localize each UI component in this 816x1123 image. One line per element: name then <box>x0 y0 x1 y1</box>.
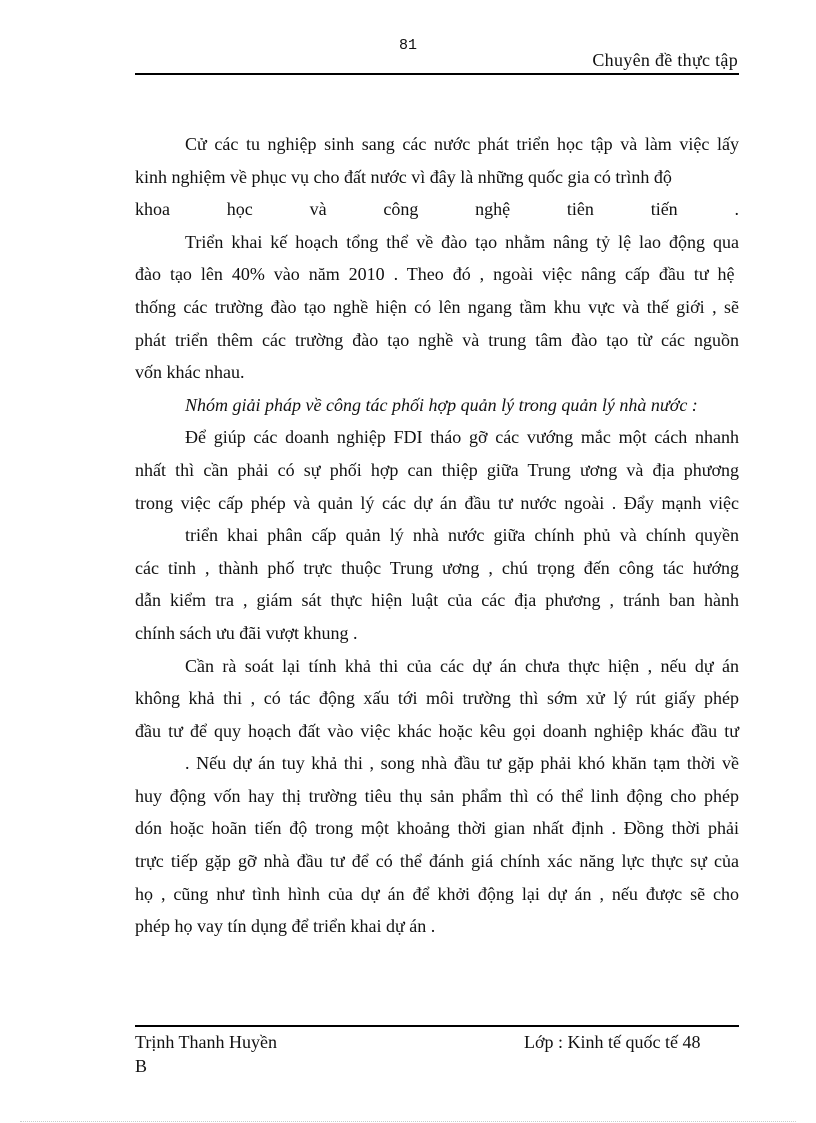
word: tiên <box>566 199 594 220</box>
text-line: nhất thì cần phải có sự phối hợp can thiệp giữa Trung ương và địa phương <box>135 459 739 480</box>
text-line: thống các trường đào tạo nghề hiện có lên ngang tầm khu vực và thế giới , sẽ <box>135 296 739 317</box>
author-name: Trịnh Thanh Huyền <box>135 1032 278 1052</box>
text-line: huy động vốn hay thị trường tiêu thụ sản phẩm thì có thể linh động cho phép <box>135 785 739 806</box>
document-body <box>135 128 739 943</box>
word: nghệ <box>475 199 511 220</box>
text-line: kinh nghiệm về phục vụ cho đất nước vì đây là những quốc gia có trình độ <box>135 166 672 187</box>
text-line: chính sách ưu đãi vượt khung . <box>135 622 358 643</box>
text-line: không khả thi , có tác động xấu tới môi trường thì sớm xử lý rút giấy phép <box>135 688 739 709</box>
text-line: Cần rà soát lại tính khả thi của các dự án chưa thực hiện , nếu dự án <box>185 655 739 676</box>
word: khoa <box>135 199 170 220</box>
text-line: triển khai phân cấp quản lý nhà nước giữa chính phủ và chính quyền <box>185 525 739 546</box>
text-line: dón hoặc hoãn tiến độ trong một khoảng thời gian nhất định . Đồng thời phải <box>135 818 739 839</box>
word: công <box>383 199 419 220</box>
text-line: dẫn kiểm tra , giám sát thực hiện luật của các địa phương , tránh ban hành <box>135 590 739 611</box>
page-number: 81 <box>398 37 417 54</box>
paragraph <box>135 226 739 389</box>
text-line: các tỉnh , thành phố trực thuộc Trung ương , chú trọng đến công tác hướng <box>135 557 739 578</box>
justified-line <box>135 193 739 226</box>
footer-author <box>135 1030 277 1078</box>
header-rule <box>135 73 739 75</box>
text-line: đào tạo lên 40% vào năm 2010 . Theo đó , ngoài việc nâng cấp đầu tư hệ <box>135 264 735 285</box>
text-line: họ , cũng như tình hình của dự án để khởi động lại dự án , nếu được sẽ cho <box>135 883 739 904</box>
word: tiến <box>650 199 678 220</box>
text-line: . Nếu dự án tuy khả thi , song nhà đầu tư gặp phải khó khăn tạm thời về <box>185 753 739 774</box>
word: và <box>309 199 327 220</box>
bottom-dotted-edge <box>20 1121 796 1122</box>
text-line: phép họ vay tín dụng để triển khai dự án . <box>135 916 436 937</box>
text-line: Cử các tu nghiệp sinh sang các nước phát triển học tập và làm việc lấy <box>185 134 739 154</box>
text-line: trực tiếp gặp gỡ nhà đầu tư để có thể đánh giá chính xác năng lực thực sự của <box>135 851 739 872</box>
paragraph <box>135 650 739 943</box>
text-line: Triển khai kế hoạch tổng thể về đào tạo nhằm nâng tỷ lệ lao động qua <box>185 231 739 252</box>
section-heading: Nhóm giải pháp về công tác phối hợp quản lý trong quản lý nhà nước : <box>185 394 698 415</box>
text-line: Để giúp các doanh nghiệp FDI tháo gỡ các vướng mắc một cách nhanh <box>185 427 739 448</box>
footer-rule <box>135 1025 739 1027</box>
word: học <box>226 199 253 220</box>
paragraph <box>135 128 739 226</box>
word: . <box>734 199 739 220</box>
text-line: đầu tư để quy hoạch đất vào việc khác hoặc kêu gọi doanh nghiệp khác đầu tư <box>135 720 739 741</box>
text-line: phát triển thêm các trường đào tạo nghề và trung tâm đào tạo từ các nguồn <box>135 329 739 350</box>
paragraph <box>135 421 739 649</box>
footer-class: Lớp : Kinh tế quốc tế 48 <box>524 1032 701 1052</box>
text-line: trong việc cấp phép và quản lý các dự án đầu tư nước ngoài . Đẩy mạnh việc <box>135 492 739 513</box>
header-title: Chuyên đề thực tập <box>592 50 738 70</box>
text-line: vốn khác nhau. <box>135 362 245 383</box>
author-name-continued: B <box>135 1056 148 1076</box>
